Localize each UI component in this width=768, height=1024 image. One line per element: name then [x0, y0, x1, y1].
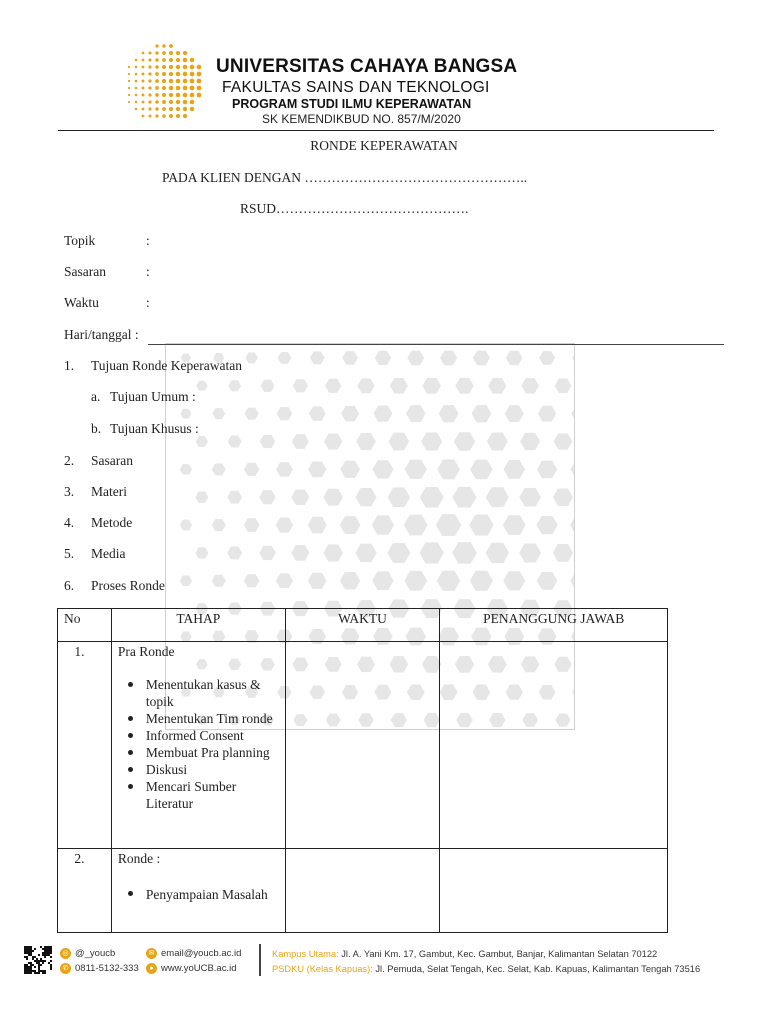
stage-title: Pra Ronde: [117, 644, 175, 659]
phone-contact[interactable]: [60, 963, 139, 974]
field-label-topik: Topik: [64, 233, 96, 248]
list-item: Penyampaian Masalah: [118, 885, 279, 905]
section-number: 6.: [64, 578, 75, 593]
field-underline: [148, 344, 724, 345]
instagram-icon: ◎: [60, 948, 71, 959]
list-item: Membuat Pra planning: [118, 744, 279, 761]
field-label-sasaran: Sasaran: [64, 264, 106, 279]
row-number: 2.: [58, 849, 112, 933]
section-number: 1.: [64, 358, 75, 373]
psdku-label: PSDKU (Kelas Kapuas):: [272, 964, 373, 974]
main-campus-text: Jl. A. Yani Km. 17, Gambut, Kec. Gambut, Banjar, Kalimantan Selatan 70122: [341, 949, 658, 959]
website-contact[interactable]: [146, 963, 237, 974]
column-header-penanggung-jawab: PENANGGUNG JAWAB: [440, 609, 668, 642]
section-metode: Metode: [91, 515, 133, 530]
table-row: [58, 642, 668, 849]
letterhead: [0, 0, 768, 132]
subsection-tujuan-umum: Tujuan Umum :: [110, 389, 196, 404]
waktu-cell[interactable]: [285, 849, 440, 933]
letterhead-footer: [0, 940, 768, 980]
field-label-hari-tanggal: Hari/tanggal :: [64, 327, 139, 342]
subsection-letter: b.: [91, 421, 102, 436]
phone-icon: ✆: [60, 963, 71, 974]
sk-number: SK KEMENDIKBUD NO. 857/M/2020: [262, 112, 461, 126]
stage-activity-list: [118, 676, 279, 812]
psdku-text: Jl. Pemuda, Selat Tengah, Kec. Selat, Kab. Kapuas, Kalimantan Tengah 73516: [375, 964, 701, 974]
field-label-waktu: Waktu: [64, 295, 99, 310]
proses-ronde-table: [57, 608, 668, 933]
table-row: [58, 849, 668, 933]
field-colon: :: [146, 264, 150, 279]
column-header-waktu: WAKTU: [285, 609, 440, 642]
section-number: 5.: [64, 546, 75, 561]
field-colon: :: [146, 233, 150, 248]
list-item: Menentukan Tim ronde: [118, 710, 279, 727]
email-contact[interactable]: [146, 948, 241, 959]
list-item: Mencari Sumber Literatur: [118, 778, 279, 812]
instagram-contact[interactable]: [60, 948, 115, 959]
penanggung-jawab-cell[interactable]: [440, 642, 668, 849]
stage-title: Ronde :: [117, 851, 161, 866]
section-number: 3.: [64, 484, 75, 499]
field-colon: :: [146, 295, 150, 310]
faculty-name: FAKULTAS SAINS DAN TEKNOLOGI: [222, 79, 490, 96]
footer-divider: [259, 944, 261, 976]
tahap-cell: [111, 849, 285, 933]
waktu-cell[interactable]: [285, 642, 440, 849]
table-header-row: [58, 609, 668, 642]
instagram-handle: @_youcb: [75, 948, 116, 959]
program-name: PROGRAM STUDI ILMU KEPERAWATAN: [232, 97, 472, 111]
subsection-letter: a.: [91, 389, 101, 404]
stage-activity-list: [118, 885, 279, 905]
globe-icon: ●: [146, 963, 157, 974]
tahap-cell: [111, 642, 285, 849]
qr-code-icon: [24, 946, 52, 974]
section-number: 4.: [64, 515, 75, 530]
header-divider: [58, 130, 714, 131]
subsection-tujuan-khusus: Tujuan Khusus :: [110, 421, 199, 436]
column-header-no: No: [58, 609, 112, 642]
website-url: www.yoUCB.ac.id: [161, 963, 237, 974]
university-name: UNIVERSITAS CAHAYA BANGSA: [216, 56, 518, 77]
section-materi: Materi: [91, 484, 127, 499]
section-number: 2.: [64, 453, 75, 468]
list-item: Diskusi: [118, 761, 279, 778]
section-tujuan: Tujuan Ronde Keperawatan: [91, 358, 242, 373]
section-proses-ronde: Proses Ronde: [91, 578, 165, 593]
doc-subtitle-rsud: RSUD…………………………………….: [240, 201, 469, 216]
column-header-tahap: TAHAP: [111, 609, 285, 642]
row-number: 1.: [58, 642, 112, 849]
list-item: Menentukan kasus & topik: [118, 676, 279, 710]
doc-subtitle-client: PADA KLIEN DENGAN …………………………………………..: [162, 170, 528, 185]
main-campus-label: Kampus Utama:: [272, 949, 339, 959]
university-logo-icon: [118, 42, 208, 126]
section-sasaran: Sasaran: [91, 453, 133, 468]
doc-title: RONDE KEPERAWATAN: [310, 138, 458, 153]
psdku-address: [272, 964, 700, 974]
section-media: Media: [91, 546, 126, 561]
email-address: email@youcb.ac.id: [161, 948, 242, 959]
phone-number: 0811-5132-333: [75, 963, 139, 974]
penanggung-jawab-cell[interactable]: [440, 849, 668, 933]
email-icon: ✉: [146, 948, 157, 959]
list-item: Informed Consent: [118, 727, 279, 744]
main-campus-address: [272, 949, 657, 959]
